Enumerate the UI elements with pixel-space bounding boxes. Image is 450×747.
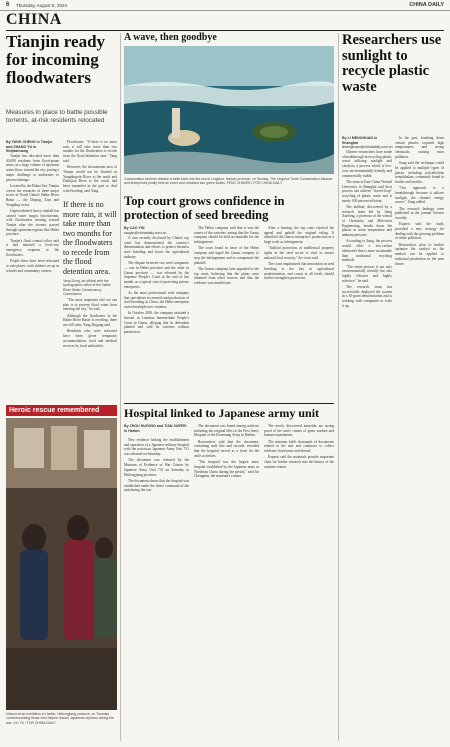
heroic-rescue-banner: Heroic rescue remembered bbox=[6, 405, 117, 416]
tianjin-paragraph: People there have been relocated to safe places, with shelters set up in schools and community centers. bbox=[6, 259, 59, 273]
hospital-paragraph: New evidence linking the establishment and operation of a Japanese military hospital with the notorious Japanese Army Unit 731 was released on Saturday. bbox=[124, 438, 189, 457]
section-title: CHINA bbox=[6, 11, 62, 28]
top-court-paragraph: The Gansu company later appealed to the top court, believing that the plants were obtained from other sources and that the evidence was insufficient. bbox=[194, 266, 259, 285]
plastic-paragraph: "Our approach is a breakthrough because it utilizes sunlight, the cleanest energy source," Jiang added. bbox=[395, 186, 444, 205]
section-rule bbox=[6, 30, 444, 31]
hospital-paragraph: Researchers said that the document, containing staff lists and records, revealed that the hospital served as a front for the unit's activities. bbox=[194, 439, 259, 458]
hospital-paragraph: "The hospital was the largest army hospital established by the Japanese army in Northeast China during the period," said Jin Chengmin, the museum's curator. bbox=[194, 460, 259, 479]
story-divider bbox=[124, 403, 334, 404]
top-court-paragraph: In October 2018, the company initiated a lawsuit in Lanzhou Intermediate People's Court in Gansu, alleging that its defendant planted and sold its varieties without permission. bbox=[124, 311, 189, 335]
tianjin-deck: Measures in place to battle possible torrents, at-risk residents relocated bbox=[6, 109, 108, 124]
top-court-paragraph: "Judicial protection of intellectual property rights in the seed sector is vital to ensure national food security," the court said. bbox=[264, 246, 334, 260]
column-divider bbox=[120, 33, 121, 741]
hospital-paragraph: The document shows that the hospital was established under the direct command of the unit during the war. bbox=[124, 478, 189, 493]
hospital-paragraph: The newly discovered materials are strong proof of the unit's crimes of germ warfare and human experiments. bbox=[264, 424, 334, 438]
top-court-paragraph: The court found in favor of the Hebei company and urged the Gansu company to stop the infringement and to compensate the plaintiff. bbox=[194, 246, 259, 265]
plastic-column-1 bbox=[342, 150, 392, 740]
heroic-rescue-photo bbox=[6, 418, 117, 710]
tianjin-paragraph: Located by the Bohai Sea, Tianjin covers the estuaries of three major rivers in North China's Haihe River Basin — the Daqing, Ziya and Yongding rivers. bbox=[6, 183, 59, 207]
plastic-column-2 bbox=[395, 136, 444, 740]
tianjin-paragraph: Although the floodwater in the Haihe River Basin is receding, there are still risks, Yang Zhigang said. bbox=[63, 313, 117, 328]
hospital-paragraph: Experts said the materials provide important clues for further research into the history of the wartime crimes. bbox=[264, 455, 334, 469]
plastic-headline: Researchers use sunlight to recycle plastic waste bbox=[342, 32, 442, 95]
tianjin-paragraph: Floodwater: "If there is no more rain, it will take more than two months for the floodwaters to recede from the flood detention area," Yang said. bbox=[63, 140, 117, 163]
tianjin-column-2-bottom bbox=[63, 298, 117, 398]
plastic-paragraph: According to Jiang, the process would offer a low-carbon alternative that is more sustainable than traditional recycling methods. bbox=[342, 239, 392, 263]
hospital-paragraph: The document was released by the Museum of Evidence of War Crimes by Japanese Army Unit 731 on Saturday in Heilongjiang province. bbox=[124, 458, 189, 477]
plastic-paragraph: Researchers plan to further optimize the catalyst so the method can be applied to industrial production in the near future. bbox=[395, 242, 444, 266]
turtle-photo-image bbox=[124, 46, 334, 174]
top-court-paragraph: The Hebei company said that it was the owner of the varieties, noting that the Gansu company should be held accountable for the infringement. bbox=[194, 226, 259, 245]
tianjin-paragraph: Tianjin has relocated more than 40,000 residents from flood-prone areas, as a large volume of upstream water flows toward the city, posing a major challenge to authorities to prevent damage. bbox=[6, 154, 59, 182]
pull-quote-source: Yang Dong, an official with the hydrographic office of the Haihe River Water Conservancy Commission bbox=[63, 279, 111, 296]
top-court-paragraph: A case recently disclosed by China's top court has demonstrated the country's determination and efforts to protect business seed breeding and boost the agricultural industry. bbox=[124, 236, 189, 259]
turtle-release-photo bbox=[124, 46, 334, 174]
plastic-paragraph: In the past, breaking down certain plastics required high temperatures and strong chemicals, causing extra pollution. bbox=[395, 136, 444, 159]
top-court-column-1 bbox=[124, 236, 189, 399]
column-divider bbox=[338, 33, 339, 741]
hospital-paragraph: The document was found among archives including the original files of the First Army Hospital of the Kwantung Army in Harbin. bbox=[194, 424, 259, 438]
tianjin-byline: By YANG CHENG in Tianjin and ZHANG YU in Shijiazhuang bbox=[6, 140, 53, 154]
newspaper-brand: CHINA DAILY bbox=[409, 2, 444, 8]
page-number: 6 bbox=[6, 2, 10, 8]
plastic-byline bbox=[342, 136, 392, 150]
hospital-byline: By ZHOU HUIYING and TIAN XUEFEI in Harbin bbox=[124, 424, 187, 433]
plastic-paragraph: The research team has successfully deployed the system in a 10-gram demonstration and is working with companies to scale it up. bbox=[342, 284, 392, 308]
tianjin-paragraph: Unprecedented heavy rainfall has caused water surges downstream, with floodwaters moving toward Tianjin after the torrents passed through upstream regions like Hebei province. bbox=[6, 208, 59, 237]
issue-date: Thursday, August 8, 2024 bbox=[16, 3, 67, 8]
top-court-byline bbox=[124, 226, 176, 235]
top-court-email: caoyin@chinadaily.com.cn bbox=[124, 230, 167, 235]
tianjin-paragraph: However, the downstream area of Tianjin would not be flooded as Yongdingxin River to the north and Duliujian River to the south, had been expanded in the past to deal with flooding, said Yang. bbox=[63, 165, 117, 193]
plastic-paragraph: "The entire process is not only environmentally friendly but also highly efficient and highly selective," he said. bbox=[342, 264, 392, 283]
tianjin-column-2-top bbox=[63, 140, 117, 196]
plastic-paragraph: Experts said the study provided a new strategy for dealing with the growing problem of white pollution. bbox=[395, 222, 444, 241]
top-court-column-3 bbox=[264, 226, 334, 399]
hospital-paragraph: The museum holds thousands of documents related to the unit and continues to collect evidence from home and abroad. bbox=[264, 439, 334, 454]
plastic-paragraph: The research findings were published in the journal Science recently. bbox=[395, 206, 444, 221]
top-court-paragraph: The court emphasized that innovation in seed breeding is the key to agricultural modernization, and courts at all levels should further strengthen protection. bbox=[264, 262, 334, 281]
plastic-paragraph: The method, discovered by a research team led by Jiang Xuefeng, a professor at the school of Chemistry and Molecular Engineering, breaks down the plastic at room temperature and ambient pressure. bbox=[342, 204, 392, 238]
pull-quote-text: If there is no more rain, it will take more than two months for the floodwaters to recede from the flood detention area. bbox=[63, 200, 117, 276]
plastic-email: limenghuan@chinadaily.com.cn bbox=[342, 145, 393, 150]
tianjin-column-1 bbox=[6, 154, 59, 398]
plastic-paragraph: The team at East China Normal University in Shanghai said their process can achieve "closed-loop" recycling of plastic waste and is nearly 100 percent efficient. bbox=[342, 179, 392, 203]
top-court-paragraph: The dispute between two seed companies — one in Hebei province and the other in Gansu province — was released by the Supreme People's Court at the end of last month, as a typical case of protecting private enterprises. bbox=[124, 261, 189, 289]
tianjin-pull-quote bbox=[63, 200, 117, 296]
hospital-headline: Hospital linked to Japanese army unit bbox=[124, 406, 320, 420]
plastic-author: By LI MENGHUAN in Shanghai bbox=[342, 136, 378, 145]
hospital-column-3 bbox=[264, 424, 334, 738]
tianjin-paragraph: Tianjin's flood control office said it had initiated a level-two emergency response to the floodwaters. bbox=[6, 238, 59, 257]
hospital-column-2 bbox=[194, 424, 259, 738]
top-court-paragraph: As the most professional seed company that specializes in research and production of seed breeding in China, the Hebei enterprise owned multiple new varieties. bbox=[124, 290, 189, 310]
plastic-paragraph: Jiang said the technique could be applied to multiple types of plastic including polyethylene terephthalate, commonly found in bottles and textiles. bbox=[395, 161, 444, 184]
tianjin-paragraph: "The most important role we can play is to prevent flood water from entering the city," he said. bbox=[63, 298, 117, 312]
tianjin-paragraph: Residents who were relocated have been given temporary accommodation, food and medical services by local authorities. bbox=[63, 329, 117, 348]
top-court-column-2 bbox=[194, 226, 259, 399]
tianjin-headline: Tianjin ready for incoming floodwaters bbox=[6, 32, 106, 87]
top-court-paragraph: After a hearing, the top court rejected the appeal and upheld the original ruling. It identified the Gansu enterprise's production in a large scale as infringement. bbox=[264, 226, 334, 245]
wave-title: A wave, then goodbye bbox=[124, 32, 217, 43]
turtle-caption: Conservation workers release a turtle back into the sea in Lingshui, Hainan province, on Sunday. The Lingshui Turtle Conservation Alliance and enterprises jointly held an event and released two green turtles. FENG ZHIWEN / FOR CHINA DAILY bbox=[124, 177, 333, 186]
hospital-column-1 bbox=[124, 438, 189, 738]
exhibition-photo-image bbox=[6, 418, 117, 710]
top-court-headline: Top court grows confidence in protection of seed breeding bbox=[124, 194, 285, 222]
plastic-paragraph: Chinese researchers have made a breakthrough in recycling plastic waste utilizing sunlight and catalysts, a process which is low-cost, environmentally friendly and commercially viable. bbox=[342, 150, 392, 178]
top-court-author: By CAO YIN bbox=[124, 226, 145, 230]
page-header bbox=[0, 0, 450, 11]
heroic-rescue-caption: Visitors at an exhibition in Harbin, Heilongjiang province, on Tuesday commemorating those who helped rescue Japanese orphans during the war. LIU YU / FOR CHINA DAILY bbox=[6, 712, 114, 725]
